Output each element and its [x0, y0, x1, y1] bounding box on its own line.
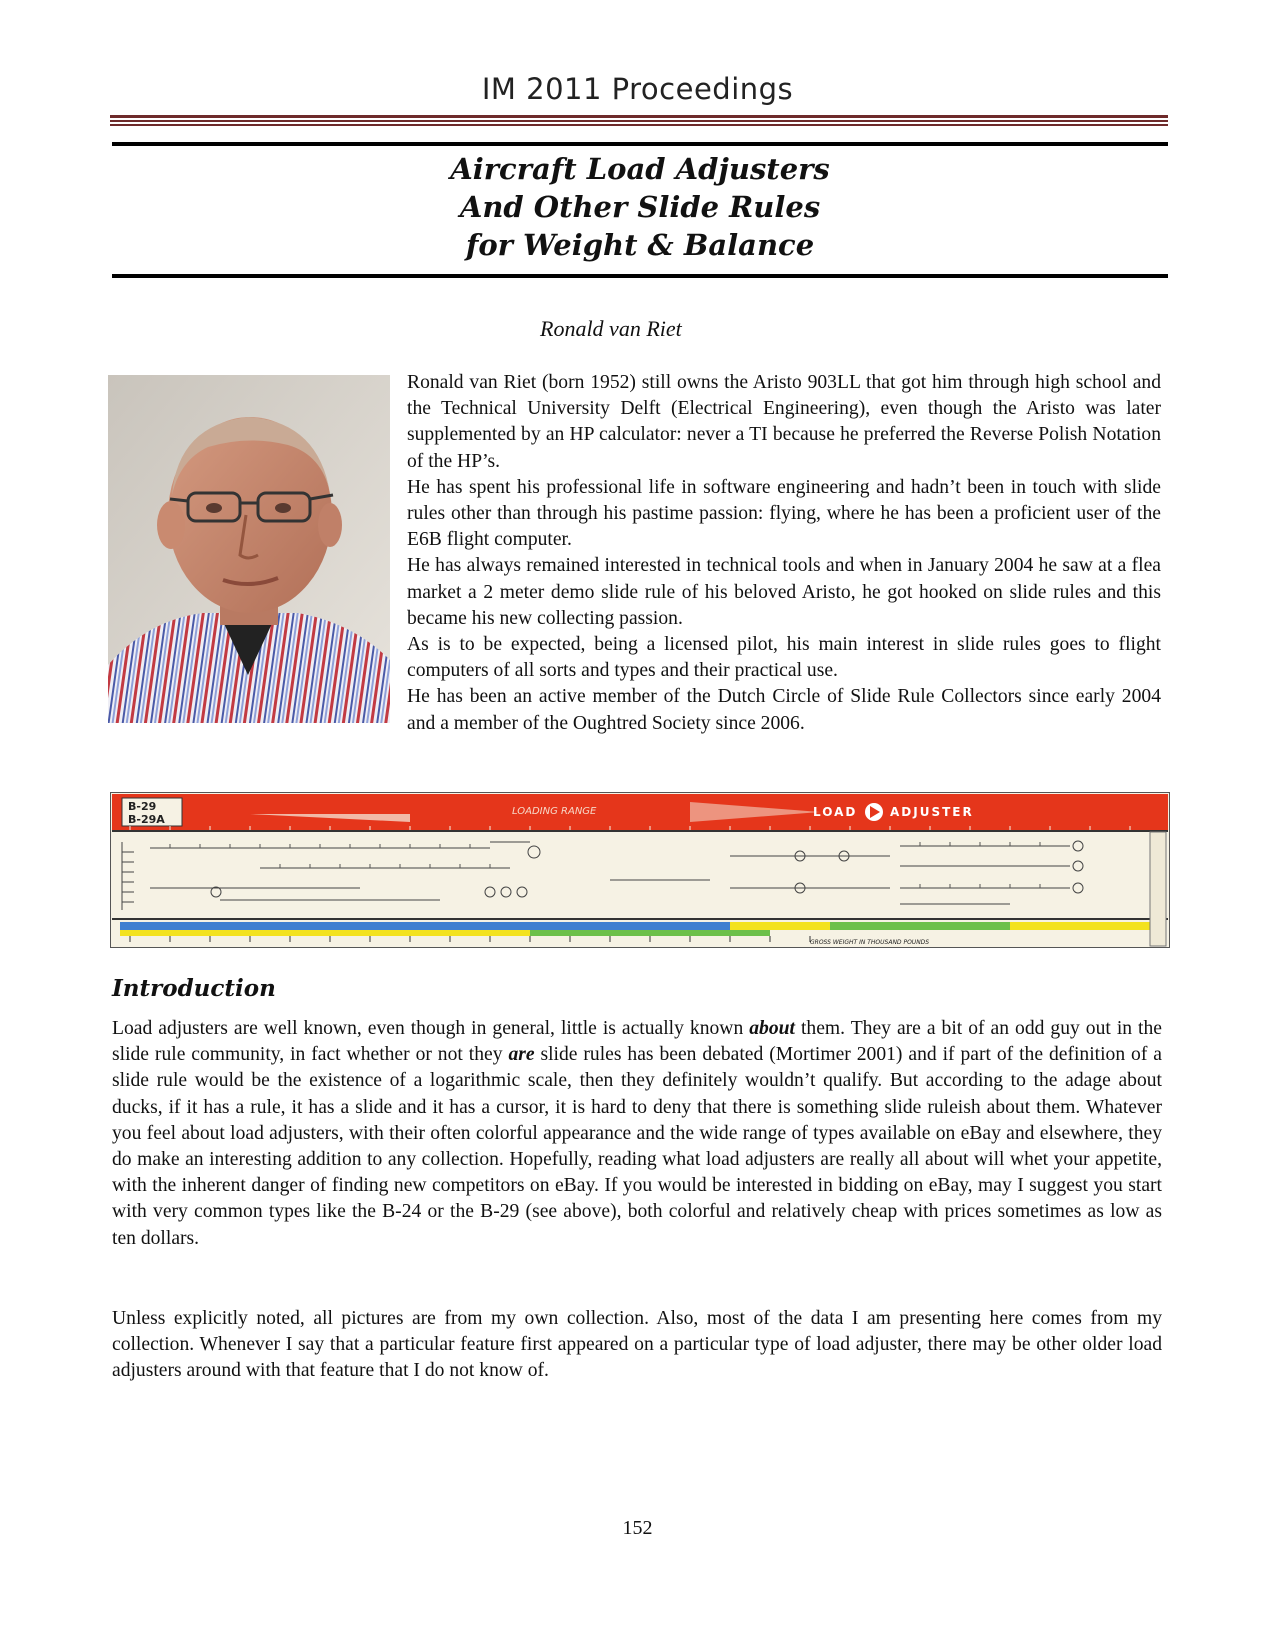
- model-bottom-label: B-29A: [128, 813, 165, 826]
- header-rule-middle: [110, 120, 1168, 122]
- brand-right-label: ADJUSTER: [890, 805, 974, 819]
- green-scale-band: [830, 922, 1010, 930]
- model-top-label: B-29: [128, 800, 157, 813]
- intro-p1-part-e: slide rules has been debated (Mortimer 2001) and if part of the definition of a slide rule would be the existence of a logarithmic scale, then they definitely wouldn’t qualify. But according to the adage about ducks, if it has a rule, it has a slide and it has a cursor, it is hard to deny that there is something slide ruleish about them. Whatever you feel about load adjusters, with their often colorful appearance and the wide range of types available on eBay and elsewhere, they do make an interesting addition to any collection. Hopefully, reading what load adjusters are really all about will whet your appetite, with the inherent danger of finding new competitors on eBay. If you would be interested in bidding on eBay, may I suggest you start with very common types like the B-24 or the B-29 (see above), both colorful and relatively cheap with prices sometimes as low as ten dollars.: [112, 1044, 1162, 1249]
- green-lower-band: [530, 930, 770, 936]
- author-name: Ronald van Riet: [540, 316, 682, 341]
- brand-left-label: LOAD: [813, 805, 858, 819]
- bio-paragraph-5: He has been an active member of the Dutch Circle of Slide Rule Collectors since early 2004 and a member of the Oughtred Society since 2006.: [407, 686, 1161, 734]
- yellow-lower-band: [120, 930, 530, 936]
- bio-paragraph-2: He has spent his professional life in software engineering and hadn’t been in touch with slide rules other than through his pastime passion: flying, where he has been a proficient user of the E6B flight computer.: [407, 476, 1161, 551]
- intro-p1-part-a: Load adjusters are well known, even though in general, little is actually known: [112, 1018, 750, 1039]
- title-line-3: for Weight & Balance: [465, 228, 815, 262]
- article-title: [112, 150, 1168, 264]
- intro-p1-part-c: them. They are a bit of an odd guy out in the slide rule community, in fact whether or not they: [112, 1018, 1162, 1066]
- intro-paragraph-2: Unless explicitly noted, all pictures are from my own collection. Also, most of the data I am presenting here comes from my collection. Whenever I say that a particular feature first appeared on a particular type of load adjuster, there may be other older load adjusters around with that feature that I do not know of.: [112, 1308, 1162, 1382]
- gross-weight-label: GROSS WEIGHT IN THOUSAND POUNDS: [810, 939, 930, 946]
- top-scale-band: [112, 794, 1168, 830]
- page-number: 152: [622, 1517, 653, 1539]
- bio-paragraph-3: He has always remained interested in technical tools and when in January 2004 he saw at a flea market a 2 meter demo slide rule of his beloved Aristo, he got hooked on slide rules and this became his new collecting passion.: [407, 555, 1161, 629]
- title-rule-top: [112, 142, 1168, 146]
- section-heading-introduction: Introduction: [112, 975, 276, 1002]
- yellow-scale-band-right: [1010, 922, 1160, 930]
- title-rule-bottom: [112, 274, 1168, 278]
- author-portrait-icon: [108, 375, 390, 723]
- header-rule-top: [110, 115, 1168, 118]
- title-line-1: Aircraft Load Adjusters: [450, 152, 830, 186]
- intro-p1-emphasis-about: about: [749, 1018, 795, 1039]
- blue-scale-band: [120, 922, 730, 930]
- load-adjuster-figure: [110, 792, 1170, 948]
- loading-range-label: LOADING RANGE: [512, 806, 597, 817]
- yellow-scale-band: [730, 922, 830, 930]
- running-head: IM 2011 Proceedings: [481, 72, 794, 106]
- bio-paragraph-1: Ronald van Riet (born 1952) still owns the Aristo 903LL that got him through high school and the Technical University Delft (Electrical Engineering), even though the Aristo was later supplemented by an HP calculator: never a TI because he preferred the Reverse Polish Notation of the HP’s.: [407, 372, 1161, 472]
- title-line-2: And Other Slide Rules: [459, 190, 821, 224]
- author-bio: [407, 370, 1161, 737]
- header-rule-bottom: [110, 124, 1168, 126]
- intro-p1-emphasis-are: are: [508, 1044, 535, 1066]
- bio-paragraph-4: As is to be expected, being a licensed pilot, his main interest in slide rules goes to flight computers of all sorts and types and their practical use.: [407, 634, 1161, 682]
- intro-paragraph-1: [112, 1016, 1162, 1252]
